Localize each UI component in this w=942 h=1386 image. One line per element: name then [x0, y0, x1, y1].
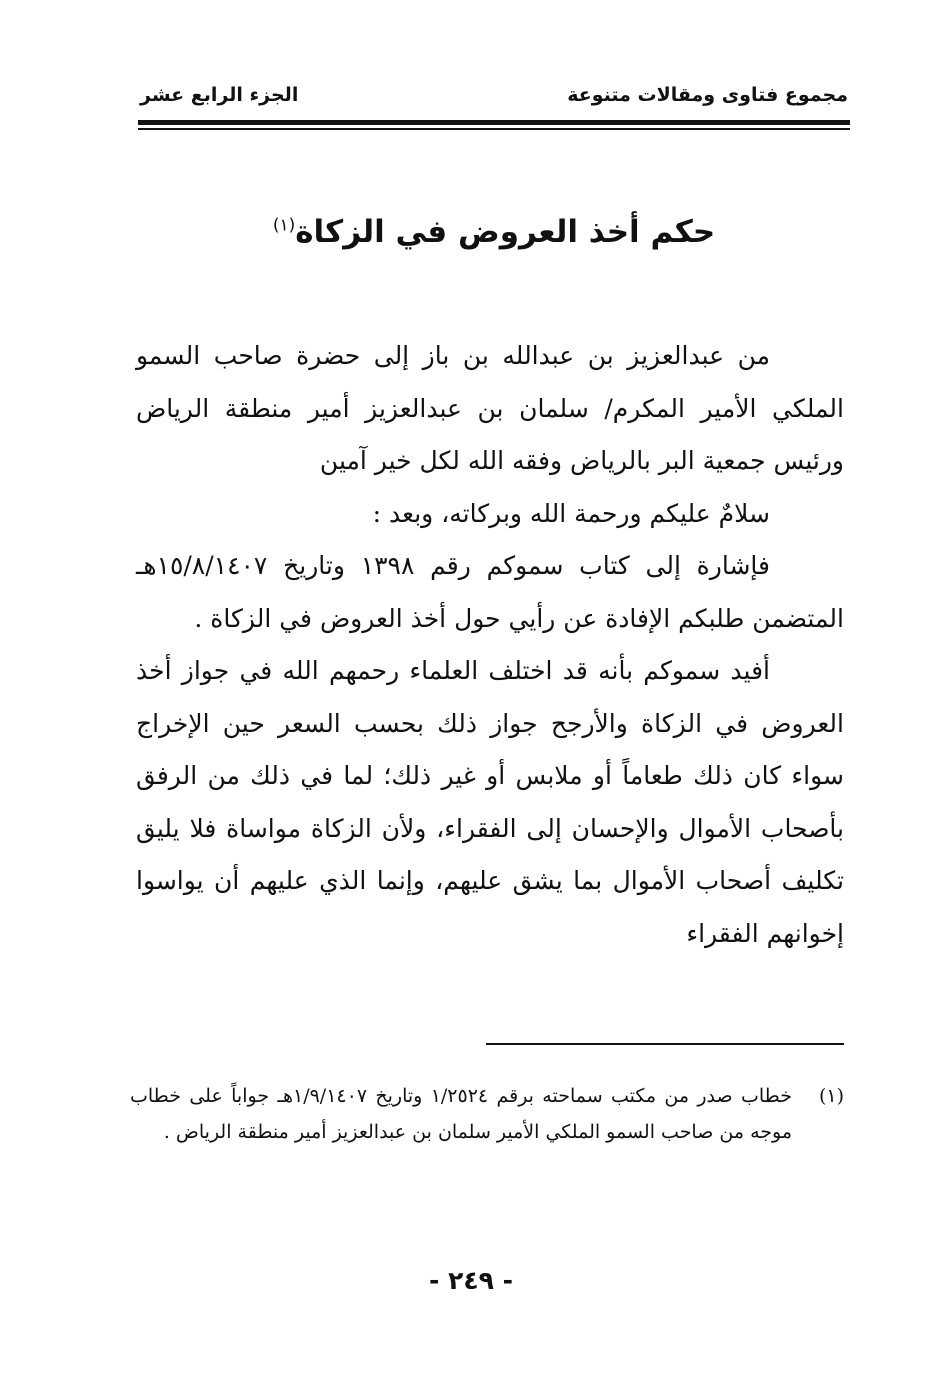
- header-rule-secondary: [138, 128, 850, 130]
- title-footnote-ref: (١): [272, 215, 296, 236]
- article-title: [138, 214, 850, 250]
- body-paragraph-1: فإشارة إلى كتاب سموكم رقم ١٣٩٨ وتاريخ ١٥/٨/١٤٠٧هـ المتضمن طلبكم الإفادة عن رأيي حول أخذ العروض في الزكاة .: [136, 551, 844, 633]
- page-number: - ٢٤٩ -: [429, 1266, 513, 1295]
- book-title: مجموع فتاوى ومقالات متنوعة: [567, 84, 848, 106]
- article-title-text: حكم أخذ العروض في الزكاة: [295, 214, 716, 250]
- body-paragraph-2: أفيد سموكم بأنه قد اختلف العلماء رحمهم الله في جواز أخذ العروض في الزكاة والأرجح جواز ذلك بحسب السعر حين الإخراج سواء كان ذلك طعاماً أو ملابس أو غير ذلك؛ لما في ذلك من الرفق بأصحاب الأموال والإحسان إلى الفقراء، ولأن الزكاة مواساة فلا يليق تكليف أصحاب الأموال بما يشق عليهم، وإنما الذي عليهم أن يواسوا إخوانهم الفقراء: [136, 656, 844, 948]
- footnote-marker: (١): [818, 1085, 844, 1107]
- header-rule: [138, 120, 850, 125]
- footnote: [130, 1078, 844, 1150]
- footnote-text: خطاب صدر من مكتب سماحته برقم ١/٢٥٢٤ وتاريخ ١/٩/١٤٠٧هـ جواباً على خطاب موجه من صاحب السمو الملكي الأمير سلمان بن عبدالعزيز أمير منطقة الرياض .: [130, 1085, 792, 1143]
- body-text: [136, 330, 844, 960]
- letter-greeting: سلامٌ عليكم ورحمة الله وبركاته، وبعد :: [372, 498, 770, 528]
- running-header: [140, 84, 848, 114]
- footnote-separator: [486, 1043, 844, 1045]
- volume-label: الجزء الرابع عشر: [140, 84, 299, 106]
- letter-address: من عبدالعزيز بن عبدالله بن باز إلى حضرة صاحب السمو الملكي الأمير المكرم/ سلمان بن عبدالعزيز أمير منطقة الرياض ورئيس جمعية البر بالرياض وفقه الله لكل خير آمين: [136, 341, 844, 475]
